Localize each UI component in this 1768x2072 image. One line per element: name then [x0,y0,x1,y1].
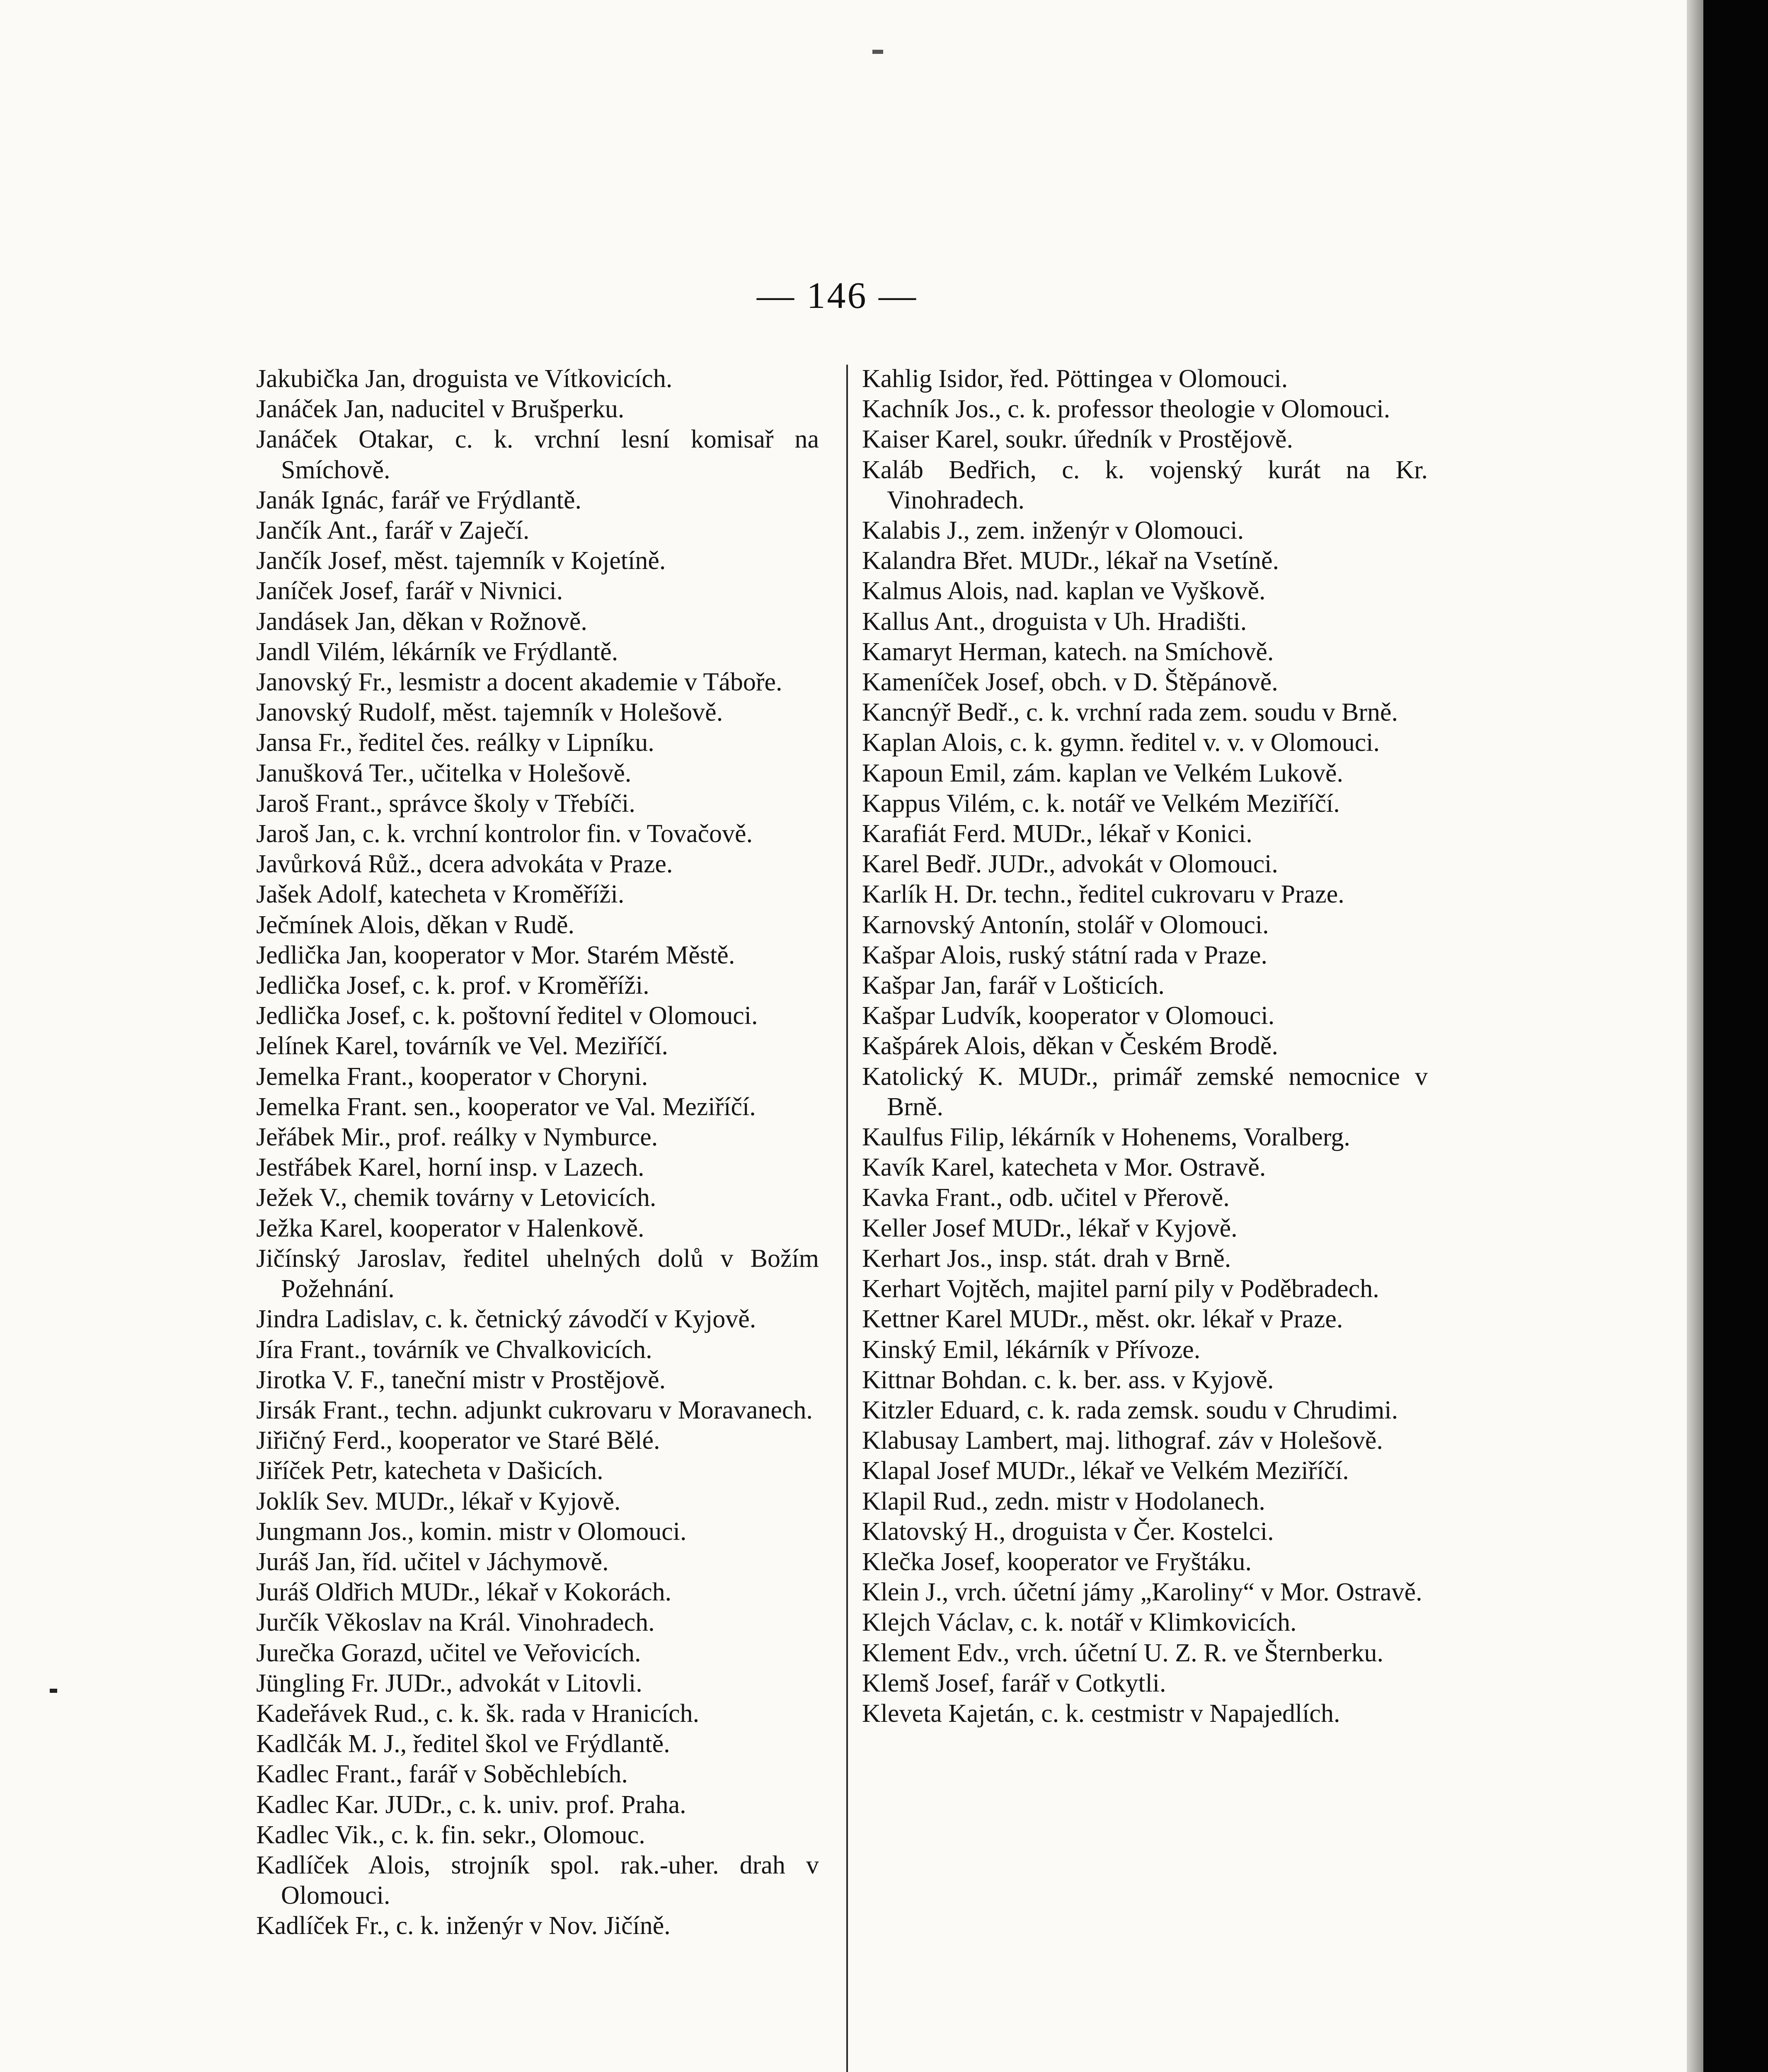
directory-entry: Javůrková Růž., dcera advokáta v Praze. [256,850,673,879]
directory-entry: Joklík Sev. MUDr., lékař v Kyjově. [256,1487,621,1515]
directory-entry: Kavík Karel, katecheta v Mor. Ostravě. [862,1153,1266,1182]
directory-entry: Ježek V., chemik továrny v Letovicích. [256,1184,656,1212]
directory-entry: Ječmínek Alois, děkan v Rudě. [256,910,574,939]
directory-entry: Juráš Oldřich MUDr., lékař v Kokorách. [256,1578,672,1607]
directory-entry: Kachník Jos., c. k. professor theologie v Olomouci. [862,395,1390,424]
directory-entry: Klein J., vrch. účetní jámy „Karoliny“ v Mor. Ostravě. [862,1578,1422,1607]
directory-entry: Klement Edv., vrch. účetní U. Z. R. ve Šternberku. [862,1639,1384,1667]
directory-entry: Klejch Václav, c. k. notář v Klimkovicích. [862,1608,1297,1637]
directory-entry: Kitzler Eduard, c. k. rada zemsk. soudu v Chrudimi. [862,1396,1398,1424]
directory-entry: Kavka Frant., odb. učitel v Přerově. [862,1184,1230,1212]
directory-entry: Jedlička Jan, kooperator v Mor. Starém Městě. [256,941,735,969]
directory-entry: Kahlig Isidor, řed. Pöttingea v Olomouci. [862,365,1288,393]
directory-entry: Kašpárek Alois, děkan v Českém Brodě. [862,1032,1278,1060]
directory-entry: Jaroš Jan, c. k. vrchní kontrolor fin. v Tovačově. [256,820,753,848]
directory-entry: Janáček Jan, naducitel v Brušperku. [256,395,625,424]
directory-entry: Janíček Josef, farář v Nivnici. [256,577,563,605]
directory-entry: Kadlec Frant., farář v Soběchlebích. [256,1760,628,1789]
directory-entry: Kaláb Bedřich, c. k. vojenský kurát na Kr. Vinohradech. [862,455,1428,514]
margin-mark [50,1689,57,1693]
directory-entry: Jiřičný Ferd., kooperator ve Staré Bělé. [256,1426,660,1455]
left-column [256,364,819,1941]
directory-entry: Kerhart Vojtěch, majitel parní pily v Poděbradech. [862,1275,1379,1303]
directory-entry: Kamaryt Herman, katech. na Smíchově. [862,637,1274,666]
directory-entry: Jakubička Jan, droguista ve Vítkovicích. [256,365,673,393]
directory-entry: Jeřábek Mir., prof. reálky v Nymburce. [256,1123,658,1152]
directory-entry: Kinský Emil, lékárník v Přívoze. [862,1335,1201,1364]
directory-entry: Kettner Karel MUDr., měst. okr. lékař v Praze. [862,1305,1343,1334]
directory-entry: Kadlec Kar. JUDr., c. k. univ. prof. Praha. [256,1790,686,1819]
page-number: — 146 — [757,275,918,316]
directory-entry: Jíra Frant., továrník ve Chvalkovicích. [256,1335,652,1364]
directory-entry: Kaplan Alois, c. k. gymn. ředitel v. v. v Olomouci. [862,729,1380,757]
directory-entry: Klatovský H., droguista v Čer. Kostelci. [862,1517,1274,1546]
directory-entry: Karlík H. Dr. techn., ředitel cukrovaru v Praze. [862,880,1344,909]
directory-entry: Kašpar Jan, farář v Lošticích. [862,971,1165,1000]
directory-entry: Janáček Otakar, c. k. vrchní lesní komisař na Smíchově. [256,425,819,484]
scan-border [1703,0,1768,2072]
directory-entry: Jedlička Josef, c. k. poštovní ředitel v Olomouci. [256,1002,758,1030]
scan-mark [872,50,883,54]
directory-entry: Kallus Ant., droguista v Uh. Hradišti. [862,607,1247,636]
directory-entry: Jandásek Jan, děkan v Rožnově. [256,607,587,636]
directory-entry: Jašek Adolf, katecheta v Kroměříži. [256,880,625,909]
directory-entry: Jaroš Frant., správce školy v Třebíči. [256,789,635,818]
directory-entry: Jurčík Věkoslav na Král. Vinohradech. [256,1608,655,1637]
directory-entry: Keller Josef MUDr., lékař v Kyjově. [862,1214,1238,1242]
directory-entry: Kašpar Ludvík, kooperator v Olomouci. [862,1002,1275,1030]
directory-entry: Jelínek Karel, továrník ve Vel. Meziříčí. [256,1032,668,1060]
directory-entry: Klečka Josef, kooperator ve Fryštáku. [862,1547,1252,1576]
directory-entry: Karafiát Ferd. MUDr., lékař v Konici. [862,820,1252,848]
directory-entry: Janovský Fr., lesmistr a docent akademie v Táboře. [256,668,782,697]
directory-entry: Jestřábek Karel, horní insp. v Lazech. [256,1153,644,1182]
directory-entry: Jandl Vilém, lékárník ve Frýdlantě. [256,637,618,666]
directory-entry: Klemš Josef, farář v Cotkytli. [862,1669,1166,1697]
directory-entry: Jemelka Frant. sen., kooperator ve Val. Meziříčí. [256,1092,756,1121]
directory-entry: Klapal Josef MUDr., lékař ve Velkém Meziříčí. [862,1457,1349,1485]
page-fold-shadow [1687,0,1703,2072]
directory-entry: Jüngling Fr. JUDr., advokát v Litovli. [256,1669,642,1697]
directory-entry: Karnovský Antonín, stolář v Olomouci. [862,910,1269,939]
directory-entry: Kadlíček Fr., c. k. inženýr v Nov. Jičíně. [256,1912,671,1940]
directory-entry: Kalabis J., zem. inženýr v Olomouci. [862,516,1244,545]
directory-entry: Kadlíček Alois, strojník spol. rak.-uher. drah v Olomouci. [256,1851,819,1910]
directory-entry: Kadlec Vik., c. k. fin. sekr., Olomouc. [256,1820,645,1849]
right-column [862,364,1428,1729]
directory-entry: Kaiser Karel, soukr. úředník v Prostějově. [862,425,1293,454]
directory-entry: Kašpar Alois, ruský státní rada v Praze. [862,941,1267,969]
directory-entry: Janovský Rudolf, měst. tajemník v Holešově. [256,698,723,727]
directory-entry: Kittnar Bohdan. c. k. ber. ass. v Kyjově. [862,1365,1274,1394]
directory-entry: Katolický K. MUDr., primář zemské nemocnice v Brně. [862,1062,1428,1121]
directory-entry: Klapil Rud., zedn. mistr v Hodolanech. [862,1487,1265,1515]
directory-entry: Jančík Ant., farář v Zaječí. [256,516,530,545]
directory-entry: Kleveta Kajetán, c. k. cestmistr v Napajedlích. [862,1699,1340,1728]
directory-entry: Jiříček Petr, katecheta v Dašicích. [256,1457,603,1485]
directory-entry: Klabusay Lambert, maj. lithograf. záv v Holešově. [862,1426,1383,1455]
directory-entry: Kameníček Josef, obch. v D. Štěpánově. [862,668,1278,697]
directory-entry: Jemelka Frant., kooperator v Choryni. [256,1062,648,1091]
directory-entry: Ježka Karel, kooperator v Halenkově. [256,1214,644,1242]
directory-entry: Janák Ignác, farář ve Frýdlantě. [256,486,581,514]
directory-entry: Jirsák Frant., techn. adjunkt cukrovaru v Moravanech. [256,1396,813,1424]
directory-entry: Jedlička Josef, c. k. prof. v Kroměříži. [256,971,649,1000]
directory-entry: Kappus Vilém, c. k. notář ve Velkém Meziříčí. [862,789,1340,818]
directory-entry: Kalandra Břet. MUDr., lékař na Vsetíně. [862,547,1279,575]
directory-entry: Jungmann Jos., komin. mistr v Olomouci. [256,1517,687,1546]
directory-entry: Kalmus Alois, nad. kaplan ve Vyškově. [862,577,1266,605]
directory-entry: Janušková Ter., učitelka v Holešově. [256,759,632,787]
directory-entry: Jindra Ladislav, c. k. četnický závodčí v Kyjově. [256,1305,756,1334]
directory-entry: Kerhart Jos., insp. stát. drah v Brně. [862,1244,1231,1273]
directory-entry: Juráš Jan, říd. učitel v Jáchymově. [256,1547,609,1576]
directory-entry: Kapoun Emil, zám. kaplan ve Velkém Lukově. [862,759,1344,787]
column-divider [846,365,848,2072]
directory-entry: Kadeřávek Rud., c. k. šk. rada v Hranicích. [256,1699,700,1728]
directory-entry: Karel Bedř. JUDr., advokát v Olomouci. [862,850,1278,879]
directory-entry: Jičínský Jaroslav, ředitel uhelných dolů v Božím Požehnání. [256,1244,819,1303]
directory-entry: Jurečka Gorazd, učitel ve Veřovicích. [256,1639,641,1667]
directory-entry: Kadlčák M. J., ředitel škol ve Frýdlantě. [256,1730,670,1758]
directory-entry: Kaulfus Filip, lékárník v Hohenems, Voralberg. [862,1123,1350,1152]
directory-entry: Jirotka V. F., taneční mistr v Prostějově. [256,1365,666,1394]
directory-entry: Kancnýř Bedř., c. k. vrchní rada zem. soudu v Brně. [862,698,1398,727]
directory-entry: Jansa Fr., ředitel čes. reálky v Lipníku. [256,729,654,757]
directory-entry: Jančík Josef, měst. tajemník v Kojetíně. [256,547,666,575]
